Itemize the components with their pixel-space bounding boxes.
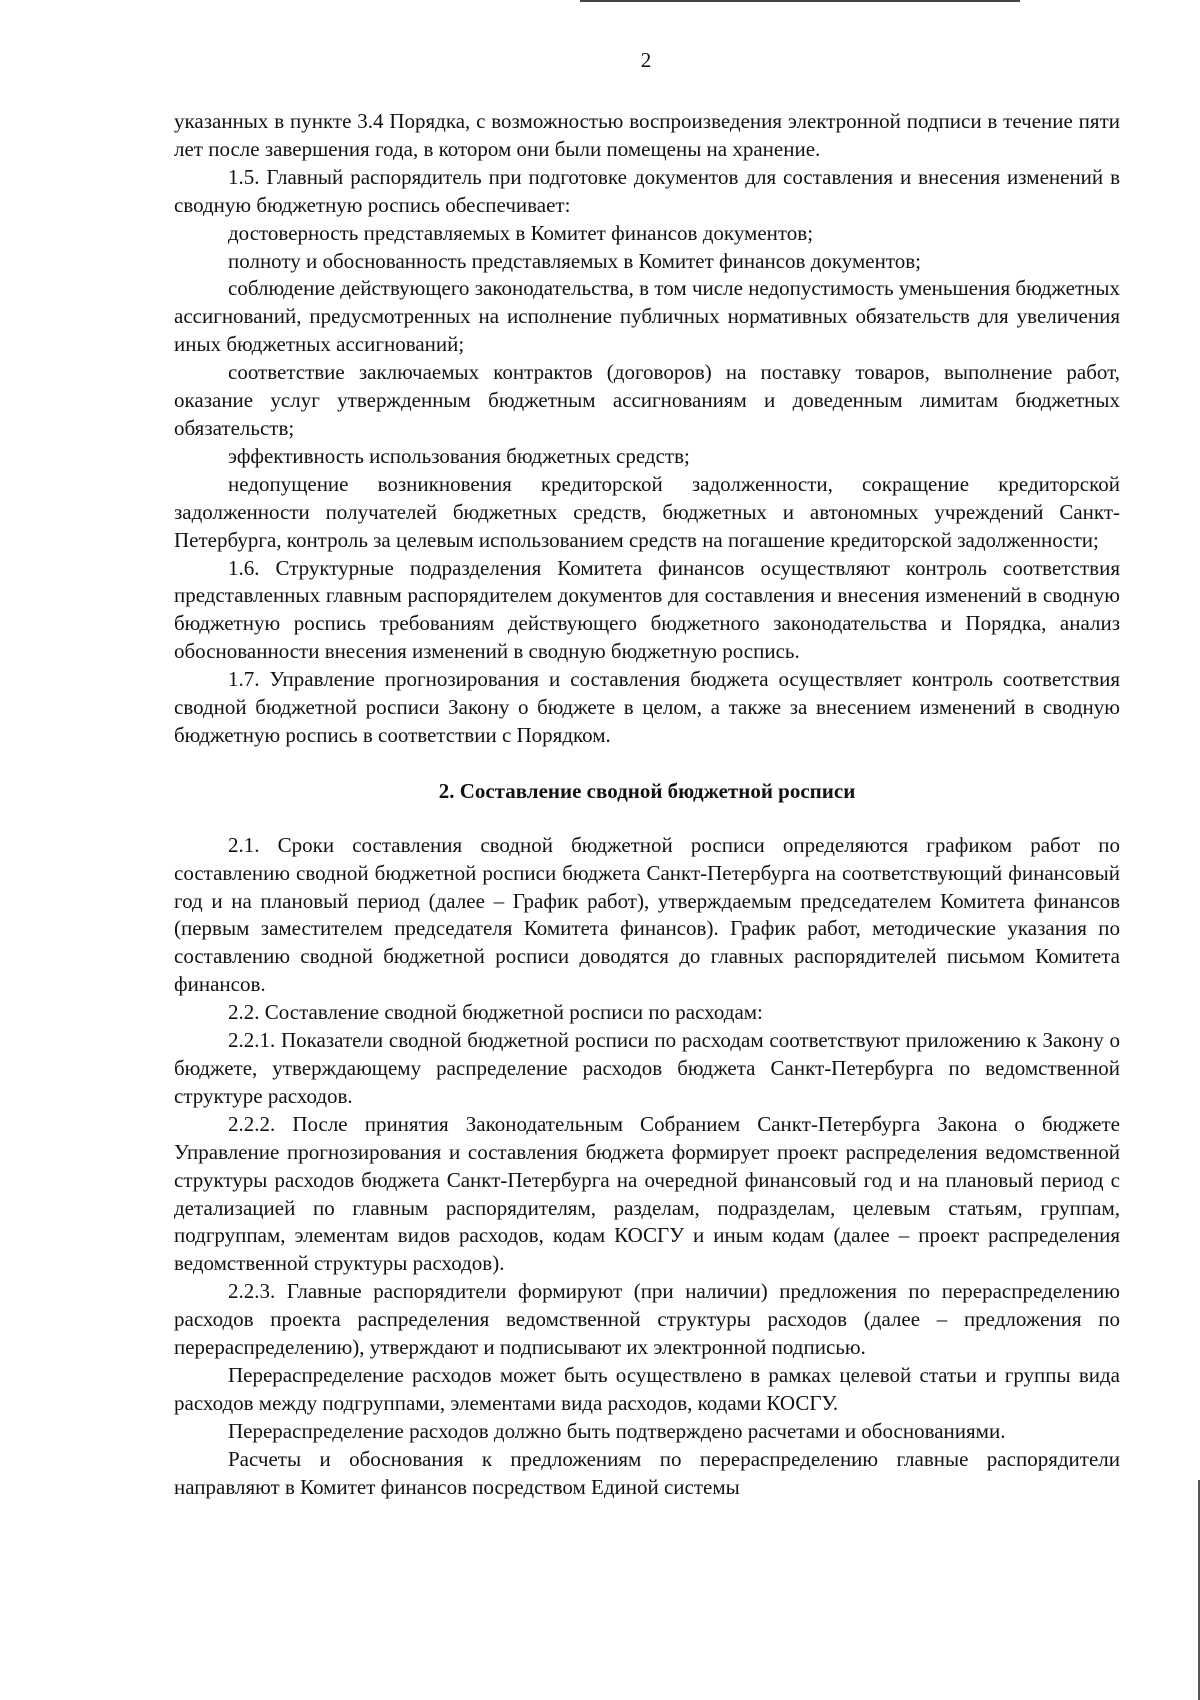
paragraph: 2.2.2. После принятия Законодательным Собранием Санкт-Петербурга Закона о бюджете Управление прогнозирования и составления бюджета формирует проект распределения ведомственной структуры расходов бюджета Санкт-Петербурга на очередной финансовый год и на плановый период с детализацией по главным распорядителям, разделам, подразделам, целевым статьям, группам, подгруппам, элементам видов расходов, кодам КОСГУ и иным кодам (далее – проект распределения ведомственной структуры расходов). <box>174 1111 1120 1276</box>
paragraph: эффективность использования бюджетных средств; <box>228 443 690 468</box>
paragraph: Перераспределение расходов может быть осуществлено в рамках целевой статьи и группы вида расходов между подгруппами, элементами вида расходов, кодами КОСГУ. <box>174 1362 1120 1415</box>
paragraphs-after-heading <box>174 832 1120 1502</box>
paragraph: 2.2.1. Показатели сводной бюджетной росписи по расходам соответствуют приложению к Закону о бюджете, утверждающему распределение расходов бюджета Санкт-Петербурга по ведомственной структуре расходов. <box>174 1028 1120 1108</box>
section-heading: 2. Составление сводной бюджетной росписи <box>438 778 856 803</box>
scan-top-border <box>580 0 1020 2</box>
paragraph: 1.6. Структурные подразделения Комитета финансов осуществляют контроль соответствия представленных главным распорядителем документов для составления и внесения изменений в сводную бюджетную роспись требованиям действующего бюджетного законодательства и Порядка, анализ обоснованности внесения изменений в сводную бюджетную роспись. <box>174 555 1120 664</box>
paragraph: соблюдение действующего законодательства, в том числе недопустимость уменьшения бюджетных ассигнований, предусмотренных на исполнение публичных нормативных обязательств для увеличения иных бюджетных ассигнований; <box>174 276 1120 357</box>
paragraph: соответствие заключаемых контрактов (договоров) на поставку товаров, выполнение работ, оказание услуг утвержденным бюджетным ассигнованиям и доведенным лимитам бюджетных обязательств; <box>174 360 1120 440</box>
paragraph: 2.2.3. Главные распорядители формируют (при наличии) предложения по перераспределению расходов проекта распределения ведомственной структуры расходов (далее – предложения по перераспределению), утверждают и подписывают их электронной подписью. <box>174 1279 1120 1360</box>
document-body <box>174 108 1120 1502</box>
page-number: 2 <box>640 48 652 72</box>
paragraph: Перераспределение расходов должно быть подтверждено расчетами и обоснованиями. <box>228 1418 1006 1443</box>
paragraph: 1.5. Главный распорядитель при подготовке документов для составления и внесения изменений в сводную бюджетную роспись обеспечивает: <box>174 164 1120 217</box>
paragraph: достоверность представляемых в Комитет финансов документов; <box>228 220 814 245</box>
paragraphs-before-heading <box>174 108 1120 750</box>
paragraph: полноту и обоснованность представляемых в Комитет финансов документов; <box>228 248 921 273</box>
paragraph: 2.2. Составление сводной бюджетной росписи по расходам: <box>228 1000 763 1025</box>
paragraph: 1.7. Управление прогнозирования и составления бюджета осуществляет контроль соответствия сводной бюджетной росписи Закону о бюджете в целом, а также за внесением изменений в сводную бюджетную роспись в соответствии с Порядком. <box>174 667 1120 747</box>
paragraph: Расчеты и обоснования к предложениям по перераспределению главные распорядители направляют в Комитет финансов посредством Единой системы <box>174 1446 1120 1499</box>
paragraph: недопущение возникновения кредиторской задолженности, сокращение кредиторской задолженности получателей бюджетных средств, бюджетных и автономных учреждений Санкт-Петербурга, контроль за целевым использованием средств на погашение кредиторской задолженности; <box>174 471 1120 552</box>
paragraph: указанных в пункте 3.4 Порядка, с возможностью воспроизведения электронной подписи в течение пяти лет после завершения года, в котором они были помещены на хранение. <box>174 109 1120 161</box>
paragraph: 2.1. Сроки составления сводной бюджетной росписи определяются графиком работ по составлению сводной бюджетной росписи бюджета Санкт-Петербурга на соответствующий финансовый год и на плановый период (далее – График работ), утверждаемым председателем Комитета финансов (первым заместителем председателя Комитета финансов). График работ, методические указания по составлению сводной бюджетной росписи доводятся до главных распорядителей письмом Комитета финансов. <box>174 832 1120 997</box>
